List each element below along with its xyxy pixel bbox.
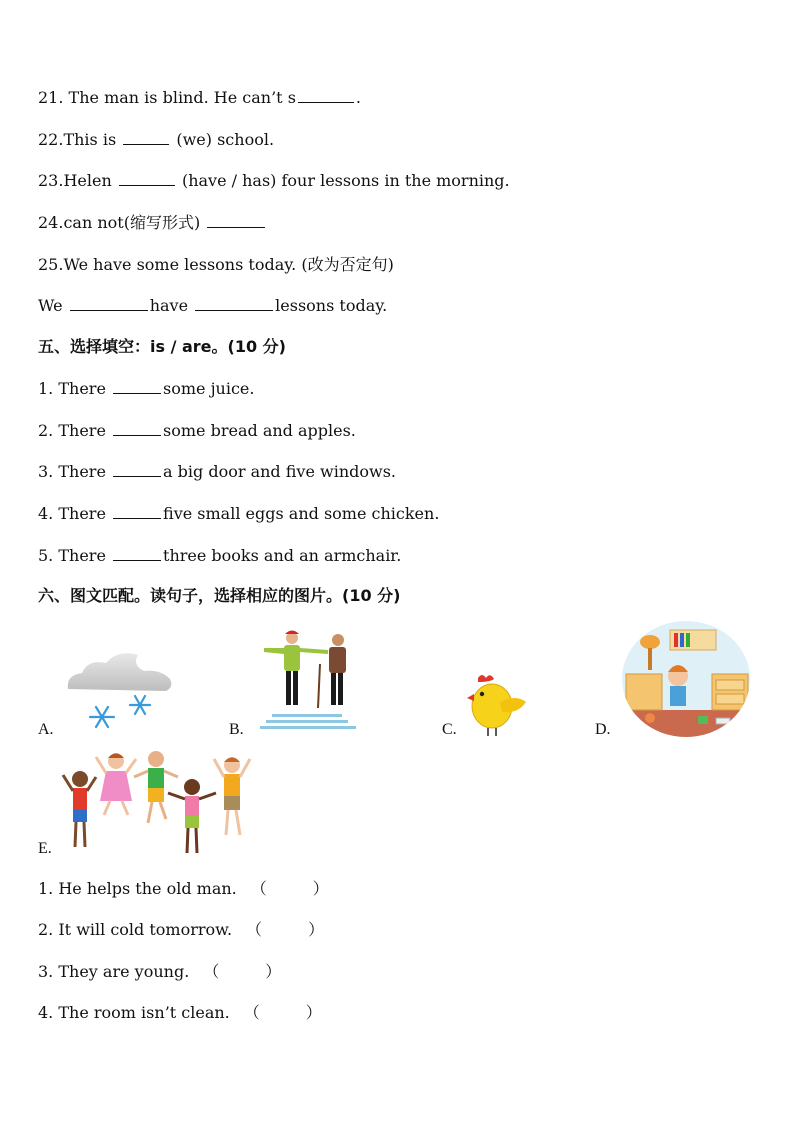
snow-cloud-icon[interactable] bbox=[62, 645, 177, 737]
answer-blank[interactable] bbox=[123, 130, 169, 145]
answer-blank[interactable] bbox=[113, 504, 161, 519]
section-5-title: 五、选择填空：is / are。(10 分) bbox=[38, 337, 286, 356]
question-22: 22.This is (we) school. bbox=[38, 130, 275, 149]
fill-item-3: 3. There a big door and five windows. bbox=[38, 462, 396, 481]
question-24: 24.can not(缩写形式) bbox=[38, 213, 267, 233]
happy-kids-icon[interactable] bbox=[60, 747, 256, 857]
answer-blank[interactable] bbox=[298, 88, 354, 103]
answer-blank[interactable] bbox=[113, 379, 161, 394]
answer-blank[interactable] bbox=[119, 171, 175, 186]
answer-paren[interactable]: （ ） bbox=[243, 1003, 322, 1022]
messy-room-icon[interactable] bbox=[620, 618, 752, 740]
fill-item-1: 1. There some juice. bbox=[38, 379, 255, 398]
match-sentence-3: 3. They are young. （ ） bbox=[38, 962, 282, 981]
question-21: 21. The man is blind. He can’t s . bbox=[38, 88, 361, 107]
option-label-d: D. bbox=[595, 721, 611, 738]
answer-blank[interactable] bbox=[113, 421, 161, 436]
question-25: 25.We have some lessons today. (改为否定句) bbox=[38, 255, 394, 274]
option-label-c: C. bbox=[442, 721, 457, 738]
option-label-b: B. bbox=[229, 721, 244, 738]
match-sentence-2: 2. It will cold tomorrow. （ ） bbox=[38, 920, 325, 939]
match-sentence-1: 1. He helps the old man. （ ） bbox=[38, 879, 329, 898]
question-23: 23.Helen (have / has) four lessons in the morning. bbox=[38, 171, 510, 190]
answer-blank[interactable] bbox=[207, 213, 265, 228]
answer-paren[interactable]: （ ） bbox=[246, 920, 325, 939]
answer-paren[interactable]: （ ） bbox=[203, 962, 282, 981]
option-label-a: A. bbox=[38, 721, 54, 738]
answer-blank[interactable] bbox=[113, 462, 161, 477]
answer-blank[interactable] bbox=[195, 296, 273, 311]
fill-item-5: 5. There three books and an armchair. bbox=[38, 546, 402, 565]
answer-blank[interactable] bbox=[113, 546, 161, 561]
answer-paren[interactable]: （ ） bbox=[250, 879, 329, 898]
fill-item-4: 4. There five small eggs and some chicken. bbox=[38, 504, 440, 523]
answer-blank[interactable] bbox=[70, 296, 148, 311]
chick-icon[interactable] bbox=[466, 672, 530, 738]
section-6-title: 六、图文匹配。读句子，选择相应的图片。(10 分) bbox=[38, 586, 401, 605]
match-sentence-4: 4. The room isn’t clean. （ ） bbox=[38, 1003, 322, 1022]
question-25-answer: We have lessons today. bbox=[38, 296, 388, 315]
helping-old-man-icon[interactable] bbox=[258, 628, 370, 734]
option-label-e: E. bbox=[38, 840, 52, 857]
fill-item-2: 2. There some bread and apples. bbox=[38, 421, 356, 440]
